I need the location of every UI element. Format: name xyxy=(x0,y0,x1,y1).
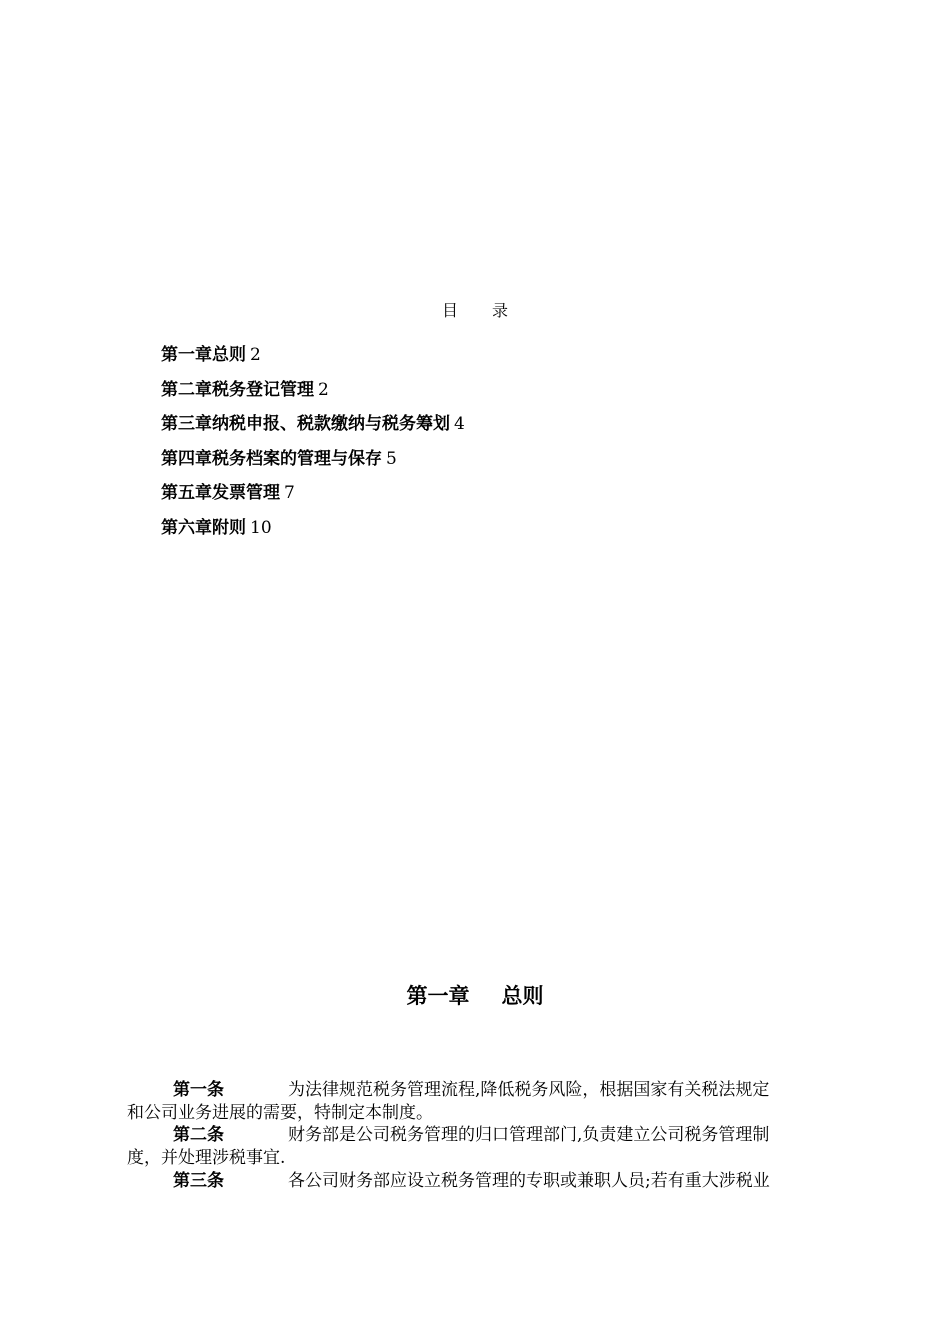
article-line: 和公司业务进展的需要，特制定本制度。 xyxy=(127,1102,433,1123)
article-text: 为法律规范税务管理流程,降低税务风险，根据国家有关税法规定 xyxy=(288,1080,770,1100)
toc-title-right: 录 xyxy=(492,301,509,320)
toc-item-page: 2 xyxy=(250,345,261,365)
toc-title-left: 目 xyxy=(441,301,458,320)
toc-item-page: 10 xyxy=(250,517,272,538)
toc-item-chapter-4[interactable] xyxy=(161,447,465,482)
chapter-name: 总则 xyxy=(501,984,544,1008)
article-line: 度，并处理涉税事宜. xyxy=(127,1148,286,1169)
article-1 xyxy=(127,1079,837,1124)
toc-item-page: 4 xyxy=(454,414,465,435)
article-line xyxy=(127,1079,837,1102)
toc-item-label: 第六章附则 xyxy=(161,517,246,538)
article-label: 第三条 xyxy=(173,1170,224,1191)
toc-item-page: 2 xyxy=(318,379,329,400)
toc-list xyxy=(161,343,465,551)
toc-item-chapter-6[interactable] xyxy=(161,516,465,551)
article-text: 各公司财务部应设立税务管理的专职或兼职人员;若有重大涉税业 xyxy=(288,1170,770,1191)
chapter-heading xyxy=(0,980,950,1012)
article-line xyxy=(127,1170,837,1193)
article-line xyxy=(127,1124,837,1147)
article-text: 财务部是公司税务管理的归口管理部门,负责建立公司税务管理制 xyxy=(288,1125,770,1146)
article-label: 第一条 xyxy=(173,1080,224,1100)
toc-item-page: 7 xyxy=(284,483,295,504)
toc-title xyxy=(0,298,950,321)
toc-item-chapter-2[interactable] xyxy=(161,378,465,413)
toc-item-chapter-1[interactable] xyxy=(161,343,465,378)
article-2 xyxy=(127,1124,837,1169)
article-3 xyxy=(127,1170,837,1193)
toc-item-label: 第五章发票管理 xyxy=(161,483,280,504)
chapter-number: 第一章 xyxy=(406,984,470,1008)
toc-item-chapter-5[interactable] xyxy=(161,481,465,516)
toc-item-label: 第一章总则 xyxy=(161,345,246,365)
chapter-body xyxy=(127,1079,837,1193)
article-label: 第二条 xyxy=(173,1125,224,1146)
toc-item-label: 第二章税务登记管理 xyxy=(161,379,314,400)
toc-item-label: 第三章纳税申报、税款缴纳与税务筹划 xyxy=(161,414,450,435)
toc-item-page: 5 xyxy=(386,448,397,469)
toc-item-label: 第四章税务档案的管理与保存 xyxy=(161,448,382,469)
toc-item-chapter-3[interactable] xyxy=(161,412,465,447)
